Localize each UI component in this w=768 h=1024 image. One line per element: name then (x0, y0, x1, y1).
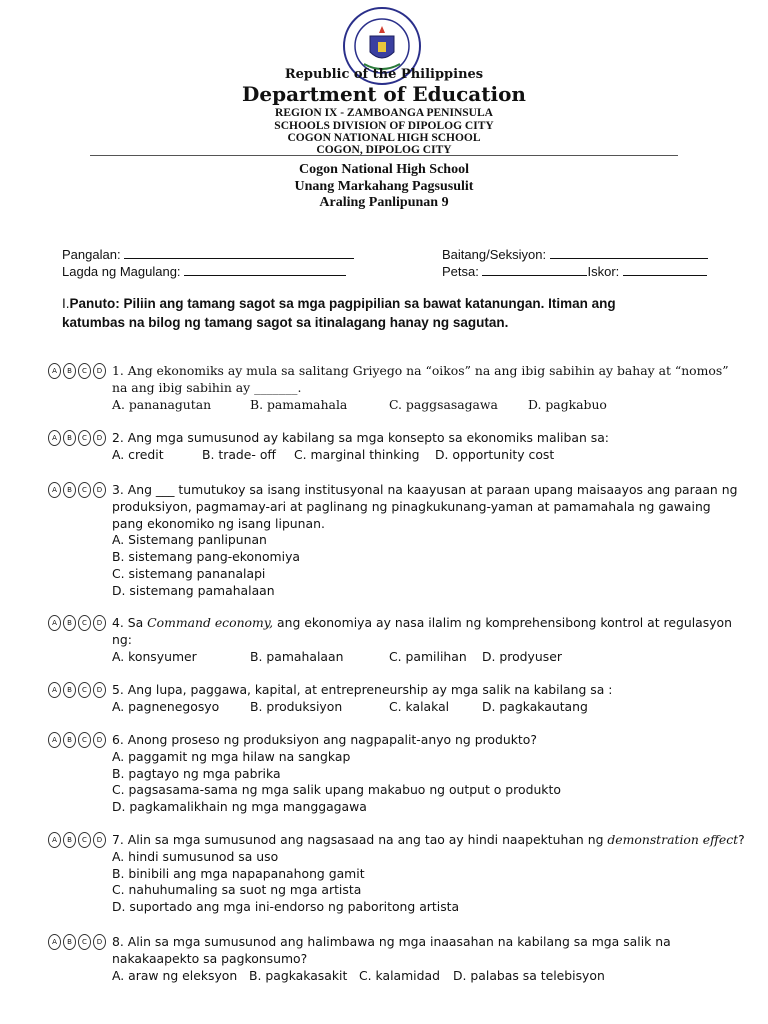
bubble-b[interactable]: B (63, 482, 76, 498)
question-1 (48, 363, 760, 414)
parent-field[interactable] (62, 263, 346, 279)
answer-bubbles (48, 682, 108, 698)
question-text-line2: na ang ibig sabihin ay _______. (112, 379, 302, 395)
option-a[interactable]: A. pananagutan (112, 396, 212, 412)
header-address: COGON, DIPOLOG CITY (316, 144, 452, 156)
question-text: 5. Ang lupa, paggawa, kapital, at entrepreneurship ay mga salik na kabilang sa : (112, 682, 613, 697)
bubble-b[interactable]: B (63, 615, 76, 631)
bubble-d[interactable]: D (93, 363, 106, 379)
bubble-a[interactable]: A (48, 615, 61, 631)
option-d[interactable]: D. opportunity cost (435, 446, 555, 462)
q7-rest: ? (738, 832, 745, 847)
bubble-c[interactable]: C (78, 363, 91, 379)
option-a[interactable]: A. Sistemang panlipunan (112, 532, 267, 548)
bubble-c[interactable]: C (78, 832, 91, 848)
parent-blank[interactable] (184, 263, 346, 276)
option-b[interactable]: B. pamamahala (250, 396, 348, 412)
option-b[interactable]: B. pagkakasakit (249, 967, 348, 983)
options-row (112, 699, 760, 716)
answer-bubbles (48, 732, 108, 748)
option-b[interactable]: B. pamahalaan (250, 648, 344, 664)
option-c[interactable]: C. pamilihan (389, 648, 467, 664)
option-c[interactable]: C. pagsasama-sama ng mga salik upang makabuo ng output o produkto (112, 782, 561, 798)
date-label: Petsa: (442, 264, 479, 279)
option-b[interactable]: B. binibili ang mga napapanahong gamit (112, 865, 365, 881)
header-region: REGION IX - ZAMBOANGA PENINSULA (275, 107, 493, 119)
header-divider (90, 155, 678, 156)
option-d[interactable]: D. pagkakautang (482, 698, 588, 714)
option-a[interactable]: A. konsyumer (112, 648, 197, 664)
grade-blank[interactable] (550, 246, 708, 259)
option-a[interactable]: A. araw ng eleksyon (112, 967, 238, 983)
question-8 (48, 934, 760, 985)
option-b[interactable]: B. sistemang pang-ekonomiya (112, 549, 300, 565)
grade-label: Baitang/Seksiyon: (442, 247, 547, 262)
bubble-c[interactable]: C (78, 732, 91, 748)
question-3 (48, 482, 760, 600)
answer-bubbles (48, 430, 108, 446)
bubble-b[interactable]: B (63, 732, 76, 748)
options-row (112, 968, 760, 985)
instructions (62, 294, 622, 332)
parent-label: Lagda ng Magulang: (62, 264, 181, 279)
q4-prefix: 4. Sa (112, 615, 144, 630)
question-6 (48, 732, 760, 816)
answer-bubbles (48, 363, 108, 379)
instructions-text: Panuto: Piliin ang tamang sagot sa mga pagpipilian sa bawat katanungan. Itiman ang katumbas na bilog ng tamang sagot sa itinalagang hanay ng sagutan. (62, 296, 616, 330)
question-text: 1. Ang ekonomiks ay mula sa salitang Griyego na “oikos” na ang ibig sabihin ay bahay at “nomos” (112, 363, 729, 378)
options-row (112, 447, 760, 464)
name-field[interactable] (62, 246, 354, 262)
option-d[interactable]: D. palabas sa telebisyon (453, 967, 605, 983)
header-department: Department of Education (242, 82, 526, 106)
bubble-c[interactable]: C (78, 482, 91, 498)
q4-rest: ang ekonomiya ay nasa ilalim ng komprehensibong kontrol at regulasyon (273, 615, 732, 630)
option-d[interactable]: D. prodyuser (482, 648, 562, 664)
bubble-d[interactable]: D (93, 430, 106, 446)
bubble-d[interactable]: D (93, 732, 106, 748)
bubble-a[interactable]: A (48, 934, 61, 950)
date-blank[interactable] (482, 263, 587, 276)
grade-field[interactable] (442, 246, 708, 262)
option-c[interactable]: C. kalakal (389, 698, 450, 714)
bubble-d[interactable]: D (93, 615, 106, 631)
bubble-c[interactable]: C (78, 615, 91, 631)
score-label: Iskor: (587, 264, 620, 279)
q7-prefix: 7. Alin sa mga sumusunod ang nagsasaad na ang tao ay hindi naapektuhan ng (112, 832, 608, 847)
answer-bubbles (48, 934, 108, 950)
answer-bubbles (48, 615, 108, 631)
bubble-d[interactable]: D (93, 482, 106, 498)
option-c[interactable]: C. paggsasagawa (389, 396, 498, 412)
name-label: Pangalan: (62, 247, 121, 262)
date-score-field[interactable] (442, 263, 707, 279)
option-b[interactable]: B. produksiyon (250, 698, 343, 714)
bubble-a[interactable]: A (48, 430, 61, 446)
question-text: 6. Anong proseso ng produksiyon ang nagpapalit-anyo ng produkto? (112, 732, 537, 747)
option-d[interactable]: D. pagkamalikhain ng mga manggagawa (112, 799, 367, 815)
option-c[interactable]: C. kalamidad (359, 967, 440, 983)
question-text: 8. Alin sa mga sumusunod ang halimbawa ng mga inaasahan na kabilang sa mga salik na (112, 934, 671, 949)
option-b[interactable]: B. trade- off (202, 446, 276, 462)
answer-bubbles (48, 482, 108, 498)
header-division: SCHOOLS DIVISION OF DIPOLOG CITY (274, 119, 494, 132)
header-school: COGON NATIONAL HIGH SCHOOL (287, 132, 481, 144)
q7-emphasis: demonstration effect (607, 832, 739, 847)
question-7 (48, 832, 760, 916)
bubble-a[interactable]: A (48, 363, 61, 379)
bubble-b[interactable]: B (63, 430, 76, 446)
name-blank[interactable] (124, 246, 354, 259)
bubble-c[interactable]: C (78, 934, 91, 950)
option-b[interactable]: B. pagtayo ng mga pabrika (112, 765, 281, 781)
option-c[interactable]: C. nahuhumaling sa suot ng mga artista (112, 882, 362, 898)
question-2 (48, 430, 760, 464)
bubble-c[interactable]: C (78, 682, 91, 698)
bubble-a[interactable]: A (48, 732, 61, 748)
title-school: Cogon National High School (299, 162, 469, 177)
bubble-d[interactable]: D (93, 934, 106, 950)
answer-bubbles (48, 832, 108, 848)
question-text: 2. Ang mga sumusunod ay kabilang sa mga konsepto sa ekonomiks maliban sa: (112, 430, 609, 445)
bubble-b[interactable]: B (63, 832, 76, 848)
question-text-line2: nakakaapekto sa pagkonsumo? (112, 950, 308, 966)
bubble-c[interactable]: C (78, 430, 91, 446)
question-text: 3. Ang ___ tumutukoy sa isang institusyonal na kaayusan at paraan upang maisaayos ang paraan ng (112, 482, 738, 497)
score-blank[interactable] (623, 263, 707, 276)
bubble-a[interactable]: A (48, 832, 61, 848)
question-text-line2: produksiyon, pagmamay-ari at paglinang ng pinagkukunang-yaman at pamamahala ng gawaing (112, 498, 711, 514)
bubble-a[interactable]: A (48, 482, 61, 498)
bubble-b[interactable]: B (63, 934, 76, 950)
exam-title (0, 162, 768, 212)
bubble-d[interactable]: D (93, 832, 106, 848)
option-a[interactable]: A. pagnenegosyo (112, 698, 220, 714)
bubble-a[interactable]: A (48, 682, 61, 698)
bubble-d[interactable]: D (93, 682, 106, 698)
option-c[interactable]: C. marginal thinking (294, 446, 420, 462)
header-republic: Republic of the Philippines (284, 67, 484, 82)
question-text-line2: ng: (112, 631, 132, 647)
option-a[interactable]: A. credit (112, 446, 164, 462)
option-a[interactable]: A. paggamit ng mga hilaw na sangkap (112, 748, 351, 764)
question-5 (48, 682, 760, 716)
option-d[interactable]: D. sistemang pamahalaan (112, 582, 275, 598)
bubble-b[interactable]: B (63, 682, 76, 698)
instructions-prefix: I. (62, 296, 70, 311)
option-d[interactable]: D. pagkabuo (528, 396, 607, 412)
question-text (112, 832, 760, 849)
options-row (112, 649, 760, 666)
title-subject: Araling Panlipunan 9 (319, 195, 449, 210)
bubble-b[interactable]: B (63, 363, 76, 379)
option-d[interactable]: D. suportado ang mga ini-endorso ng paboritong artista (112, 899, 460, 915)
question-text-line3: pang ekonomiko ng isang lipunan. (112, 515, 325, 531)
q4-emphasis: Command economy, (147, 615, 274, 630)
question-text (112, 615, 760, 632)
option-c[interactable]: C. sistemang pananalapi (112, 565, 266, 581)
title-exam: Unang Markahang Pagsusulit (294, 178, 474, 194)
option-a[interactable]: A. hindi sumusunod sa uso (112, 848, 279, 864)
question-4 (48, 615, 760, 666)
options-row (112, 397, 760, 414)
